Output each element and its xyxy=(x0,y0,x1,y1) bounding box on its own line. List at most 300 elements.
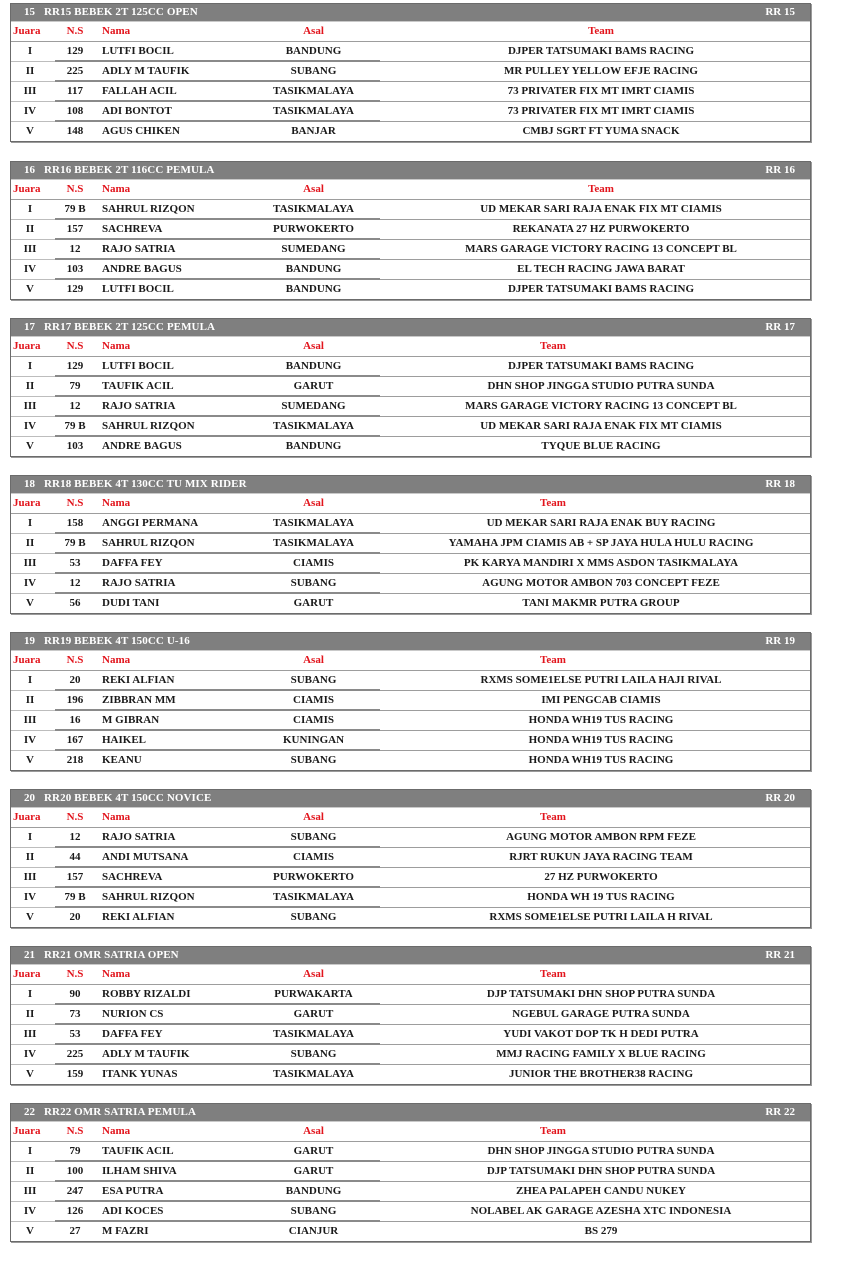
column-header-nama: Nama xyxy=(102,340,131,352)
rank-cell: V xyxy=(26,597,34,609)
origin-cell: CIAMIS xyxy=(293,714,334,726)
column-header-asal: Asal xyxy=(303,1125,324,1137)
team-cell: HONDA WH 19 TUS RACING xyxy=(527,891,675,903)
start-number-cell: 103 xyxy=(66,440,84,452)
start-number-cell: 129 xyxy=(66,283,84,295)
start-number-cell: 225 xyxy=(66,1048,84,1060)
table-row xyxy=(11,730,810,750)
category-number: 18 xyxy=(24,478,35,490)
rank-cell: II xyxy=(25,851,35,863)
table-row xyxy=(11,436,810,456)
rider-name-cell: TAUFIK ACIL xyxy=(102,380,174,392)
category-code: RR 15 xyxy=(765,6,795,18)
rider-name-cell: TAUFIK ACIL xyxy=(102,1145,174,1157)
table-row xyxy=(11,239,810,259)
column-header-juara: Juara xyxy=(13,183,41,195)
category-code: RR 21 xyxy=(765,949,795,961)
rank-cell: V xyxy=(26,754,34,766)
origin-cell: SUBANG xyxy=(290,1048,337,1060)
origin-cell: PURWAKARTA xyxy=(274,988,353,1000)
table-row xyxy=(11,1141,810,1161)
category-number: 16 xyxy=(24,164,35,176)
start-number-cell: 159 xyxy=(66,1068,84,1080)
rider-name-cell: RAJO SATRIA xyxy=(102,577,176,589)
table-row xyxy=(11,984,810,1004)
rider-name-cell: ROBBY RIZALDI xyxy=(102,988,191,1000)
category-number: 15 xyxy=(24,6,35,18)
category-title: RR15 BEBEK 2T 125CC OPEN xyxy=(44,6,198,18)
column-header-asal: Asal xyxy=(303,25,324,37)
rider-name-cell: HAIKEL xyxy=(102,734,147,746)
team-cell: 73 PRIVATER FIX MT IMRT CIAMIS xyxy=(507,85,695,97)
column-header-asal: Asal xyxy=(303,340,324,352)
team-cell: DJPER TATSUMAKI BAMS RACING xyxy=(507,45,695,57)
rank-cell: V xyxy=(26,911,34,923)
rank-cell: II xyxy=(25,65,35,77)
table-row xyxy=(11,750,810,770)
rank-cell: IV xyxy=(23,105,37,117)
team-cell: HONDA WH19 TUS RACING xyxy=(528,714,674,726)
team-cell: YUDI VAKOT DOP TK H DEDI PUTRA xyxy=(503,1028,699,1040)
start-number-cell: 103 xyxy=(66,263,84,275)
origin-cell: SUBANG xyxy=(290,577,337,589)
rider-name-cell: ADLY M TAUFIK xyxy=(102,65,190,77)
rank-cell: IV xyxy=(23,1048,37,1060)
team-cell: DJPER TATSUMAKI BAMS RACING xyxy=(507,283,695,295)
column-header-nama: Nama xyxy=(102,811,131,823)
origin-cell: GARUT xyxy=(293,1165,334,1177)
category-title: RR16 BEBEK 2T 116CC PEMULA xyxy=(44,164,215,176)
column-header-ns: N.S xyxy=(66,25,84,37)
column-header-row xyxy=(11,965,810,984)
team-cell: YAMAHA JPM CIAMIS AB + SP JAYA HULA HULU RACING xyxy=(448,537,754,549)
rider-name-cell: RAJO SATRIA xyxy=(102,400,176,412)
team-cell: DHN SHOP JINGGA STUDIO PUTRA SUNDA xyxy=(487,380,715,392)
origin-cell: TASIKMALAYA xyxy=(273,203,354,215)
rider-name-cell: RAJO SATRIA xyxy=(102,243,176,255)
category-table-20 xyxy=(10,789,811,928)
origin-cell: CIAMIS xyxy=(293,557,334,569)
origin-cell: SUBANG xyxy=(290,1205,337,1217)
rider-name-cell: DAFFA FEY xyxy=(102,557,163,569)
column-header-nama: Nama xyxy=(102,25,131,37)
category-table-16 xyxy=(10,161,811,300)
team-cell: MR PULLEY YELLOW EFJE RACING xyxy=(504,65,698,77)
start-number-cell: 53 xyxy=(69,557,81,569)
rank-cell: V xyxy=(26,1068,34,1080)
category-code: RR 22 xyxy=(765,1106,795,1118)
column-header-team: Team xyxy=(588,183,614,195)
team-cell: RJRT RUKUN JAYA RACING TEAM xyxy=(509,851,693,863)
origin-cell: SUBANG xyxy=(290,754,337,766)
category-code: RR 16 xyxy=(765,164,795,176)
team-cell: HONDA WH19 TUS RACING xyxy=(528,734,674,746)
table-row xyxy=(11,279,810,299)
category-title: RR18 BEBEK 4T 130CC TU MIX RIDER xyxy=(44,478,247,490)
start-number-cell: 129 xyxy=(66,45,84,57)
rider-name-cell: NURION CS xyxy=(102,1008,164,1020)
rank-cell: II xyxy=(25,223,35,235)
column-header-nama: Nama xyxy=(102,968,131,980)
team-cell: RXMS SOME1ELSE PUTRI LAILA H RIVAL xyxy=(489,911,713,923)
category-title: RR20 BEBEK 4T 150CC NOVICE xyxy=(44,792,212,804)
table-row xyxy=(11,907,810,927)
origin-cell: CIAMIS xyxy=(293,851,334,863)
category-header xyxy=(11,319,810,337)
rank-cell: IV xyxy=(23,891,37,903)
column-header-ns: N.S xyxy=(66,811,84,823)
column-header-ns: N.S xyxy=(66,340,84,352)
column-header-row xyxy=(11,1122,810,1141)
column-header-asal: Asal xyxy=(303,183,324,195)
rider-name-cell: DUDI TANI xyxy=(102,597,160,609)
category-table-19 xyxy=(10,632,811,771)
table-row xyxy=(11,847,810,867)
table-row xyxy=(11,867,810,887)
column-header-nama: Nama xyxy=(102,1125,131,1137)
origin-cell: BANDUNG xyxy=(285,360,342,372)
origin-cell: CIAMIS xyxy=(293,694,334,706)
start-number-cell: 56 xyxy=(69,597,81,609)
team-cell: REKANATA 27 HZ PURWOKERTO xyxy=(512,223,690,235)
rank-cell: V xyxy=(26,283,34,295)
table-row xyxy=(11,670,810,690)
rank-cell: II xyxy=(25,380,35,392)
team-cell: NGEBUL GARAGE PUTRA SUNDA xyxy=(512,1008,690,1020)
results-sheet xyxy=(10,3,811,1260)
table-row xyxy=(11,1201,810,1221)
rider-name-cell: SAHRUL RIZQON xyxy=(102,420,195,432)
rank-cell: I xyxy=(27,45,33,57)
category-header xyxy=(11,1104,810,1122)
team-cell: MARS GARAGE VICTORY RACING 13 CONCEPT BL xyxy=(465,243,737,255)
rank-cell: III xyxy=(23,871,37,883)
category-code: RR 19 xyxy=(765,635,795,647)
category-table-17 xyxy=(10,318,811,457)
rank-cell: I xyxy=(27,360,33,372)
rank-cell: II xyxy=(25,537,35,549)
rider-name-cell: SAHRUL RIZQON xyxy=(102,537,195,549)
team-cell: TANI MAKMR PUTRA GROUP xyxy=(522,597,680,609)
category-header xyxy=(11,633,810,651)
rider-name-cell: ESA PUTRA xyxy=(102,1185,164,1197)
rank-cell: I xyxy=(27,203,33,215)
rider-name-cell: LUTFI BOCIL xyxy=(102,283,174,295)
rider-name-cell: REKI ALFIAN xyxy=(102,911,175,923)
category-code: RR 17 xyxy=(765,321,795,333)
column-header-team: Team xyxy=(540,811,566,823)
rank-cell: V xyxy=(26,1225,34,1237)
origin-cell: TASIKMALAYA xyxy=(273,1068,354,1080)
table-row xyxy=(11,41,810,61)
column-header-asal: Asal xyxy=(303,811,324,823)
origin-cell: SUBANG xyxy=(290,674,337,686)
rank-cell: III xyxy=(23,1028,37,1040)
rider-name-cell: SAHRUL RIZQON xyxy=(102,891,195,903)
column-header-juara: Juara xyxy=(13,497,41,509)
rider-name-cell: ANDI MUTSANA xyxy=(102,851,189,863)
team-cell: MMJ RACING FAMILY X BLUE RACING xyxy=(496,1048,706,1060)
team-cell: IMI PENGCAB CIAMIS xyxy=(541,694,661,706)
origin-cell: PURWOKERTO xyxy=(273,223,354,235)
column-header-ns: N.S xyxy=(66,497,84,509)
start-number-cell: 12 xyxy=(69,831,81,843)
category-table-21 xyxy=(10,946,811,1085)
origin-cell: TASIKMALAYA xyxy=(273,537,354,549)
category-title: RR17 BEBEK 2T 125CC PEMULA xyxy=(44,321,216,333)
rank-cell: IV xyxy=(23,734,37,746)
column-header-team: Team xyxy=(540,1125,566,1137)
rank-cell: III xyxy=(23,1185,37,1197)
table-row xyxy=(11,513,810,533)
table-row xyxy=(11,690,810,710)
team-cell: ZHEA PALAPEH CANDU NUKEY xyxy=(515,1185,686,1197)
rank-cell: II xyxy=(25,694,35,706)
team-cell: DHN SHOP JINGGA STUDIO PUTRA SUNDA xyxy=(487,1145,715,1157)
origin-cell: KUNINGAN xyxy=(282,734,345,746)
table-row xyxy=(11,121,810,141)
rider-name-cell: ANGGI PERMANA xyxy=(102,517,199,529)
rank-cell: I xyxy=(27,517,33,529)
rider-name-cell: M GIBRAN xyxy=(102,714,160,726)
rider-name-cell: RAJO SATRIA xyxy=(102,831,176,843)
team-cell: UD MEKAR SARI RAJA ENAK FIX MT CIAMIS xyxy=(480,420,722,432)
origin-cell: BANDUNG xyxy=(285,1185,342,1197)
start-number-cell: 247 xyxy=(66,1185,84,1197)
origin-cell: GARUT xyxy=(293,1008,334,1020)
origin-cell: BANDUNG xyxy=(285,440,342,452)
rider-name-cell: ZIBBRAN MM xyxy=(102,694,176,706)
start-number-cell: 218 xyxy=(66,754,84,766)
rank-cell: III xyxy=(23,714,37,726)
team-cell: HONDA WH19 TUS RACING xyxy=(528,754,674,766)
start-number-cell: 157 xyxy=(66,871,84,883)
start-number-cell: 79 B xyxy=(64,203,86,215)
start-number-cell: 27 xyxy=(69,1225,81,1237)
rank-cell: II xyxy=(25,1008,35,1020)
team-cell: BS 279 xyxy=(584,1225,618,1237)
start-number-cell: 148 xyxy=(66,125,84,137)
rider-name-cell: DAFFA FEY xyxy=(102,1028,163,1040)
table-row xyxy=(11,1064,810,1084)
column-header-juara: Juara xyxy=(13,811,41,823)
column-header-nama: Nama xyxy=(102,654,131,666)
column-header-juara: Juara xyxy=(13,654,41,666)
team-cell: CMBJ SGRT FT YUMA SNACK xyxy=(522,125,680,137)
origin-cell: SUBANG xyxy=(290,911,337,923)
category-header xyxy=(11,476,810,494)
rider-name-cell: SACHREVA xyxy=(102,223,163,235)
start-number-cell: 129 xyxy=(66,360,84,372)
table-row xyxy=(11,396,810,416)
start-number-cell: 20 xyxy=(69,674,81,686)
column-header-ns: N.S xyxy=(66,1125,84,1137)
team-cell: PK KARYA MANDIRI X MMS ASDON TASIKMALAYA xyxy=(463,557,739,569)
team-cell: 27 HZ PURWOKERTO xyxy=(544,871,658,883)
team-cell: DJPER TATSUMAKI BAMS RACING xyxy=(507,360,695,372)
rank-cell: IV xyxy=(23,1205,37,1217)
rider-name-cell: ANDRE BAGUS xyxy=(102,440,182,452)
rider-name-cell: KEANU xyxy=(102,754,142,766)
table-row xyxy=(11,219,810,239)
origin-cell: TASIKMALAYA xyxy=(273,105,354,117)
category-number: 17 xyxy=(24,321,35,333)
table-row xyxy=(11,1044,810,1064)
table-row xyxy=(11,376,810,396)
origin-cell: SUBANG xyxy=(290,65,337,77)
table-row xyxy=(11,61,810,81)
rider-name-cell: M FAZRI xyxy=(102,1225,149,1237)
origin-cell: BANJAR xyxy=(291,125,336,137)
category-header xyxy=(11,790,810,808)
table-row xyxy=(11,1161,810,1181)
column-header-row xyxy=(11,337,810,356)
category-header xyxy=(11,947,810,965)
start-number-cell: 196 xyxy=(66,694,84,706)
team-cell: AGUNG MOTOR AMBON RPM FEZE xyxy=(506,831,696,843)
start-number-cell: 126 xyxy=(66,1205,84,1217)
rank-cell: IV xyxy=(23,263,37,275)
table-row xyxy=(11,1024,810,1044)
rank-cell: II xyxy=(25,1165,35,1177)
origin-cell: TASIKMALAYA xyxy=(273,517,354,529)
column-header-nama: Nama xyxy=(102,183,131,195)
table-row xyxy=(11,553,810,573)
rank-cell: IV xyxy=(23,420,37,432)
table-row xyxy=(11,259,810,279)
origin-cell: SUMEDANG xyxy=(281,400,346,412)
table-row xyxy=(11,887,810,907)
column-header-row xyxy=(11,494,810,513)
rank-cell: I xyxy=(27,674,33,686)
origin-cell: SUMEDANG xyxy=(281,243,346,255)
start-number-cell: 12 xyxy=(69,243,81,255)
origin-cell: BANDUNG xyxy=(285,45,342,57)
column-header-team: Team xyxy=(540,497,566,509)
team-cell: AGUNG MOTOR AMBON 703 CONCEPT FEZE xyxy=(482,577,720,589)
start-number-cell: 16 xyxy=(69,714,81,726)
rank-cell: V xyxy=(26,125,34,137)
category-number: 20 xyxy=(24,792,35,804)
category-number: 21 xyxy=(24,949,35,961)
origin-cell: GARUT xyxy=(293,1145,334,1157)
column-header-juara: Juara xyxy=(13,968,41,980)
origin-cell: GARUT xyxy=(293,380,334,392)
category-title: RR22 OMR SATRIA PEMULA xyxy=(44,1106,197,1118)
start-number-cell: 90 xyxy=(69,988,81,1000)
start-number-cell: 79 B xyxy=(64,420,86,432)
category-table-22 xyxy=(10,1103,811,1242)
team-cell: JUNIOR THE BROTHER38 RACING xyxy=(508,1068,694,1080)
column-header-juara: Juara xyxy=(13,340,41,352)
table-row xyxy=(11,199,810,219)
start-number-cell: 167 xyxy=(66,734,84,746)
origin-cell: TASIKMALAYA xyxy=(273,420,354,432)
column-header-row xyxy=(11,808,810,827)
start-number-cell: 79 xyxy=(69,380,81,392)
table-row xyxy=(11,573,810,593)
column-header-team: Team xyxy=(540,654,566,666)
table-row xyxy=(11,593,810,613)
category-number: 22 xyxy=(24,1106,35,1118)
category-header xyxy=(11,4,810,22)
origin-cell: TASIKMALAYA xyxy=(273,891,354,903)
start-number-cell: 79 B xyxy=(64,537,86,549)
rider-name-cell: ANDRE BAGUS xyxy=(102,263,182,275)
rider-name-cell: FALLAH ACIL xyxy=(102,85,177,97)
column-header-row xyxy=(11,22,810,41)
rank-cell: III xyxy=(23,243,37,255)
category-table-18 xyxy=(10,475,811,614)
team-cell: NOLABEL AK GARAGE AZESHA XTC INDONESIA xyxy=(470,1205,732,1217)
column-header-asal: Asal xyxy=(303,968,324,980)
column-header-ns: N.S xyxy=(66,968,84,980)
team-cell: TYQUE BLUE RACING xyxy=(541,440,661,452)
team-cell: UD MEKAR SARI RAJA ENAK BUY RACING xyxy=(486,517,716,529)
column-header-juara: Juara xyxy=(13,25,41,37)
rider-name-cell: LUTFI BOCIL xyxy=(102,45,174,57)
rank-cell: III xyxy=(23,400,37,412)
column-header-row xyxy=(11,180,810,199)
table-row xyxy=(11,1004,810,1024)
column-header-ns: N.S xyxy=(66,183,84,195)
origin-cell: GARUT xyxy=(293,597,334,609)
rank-cell: I xyxy=(27,831,33,843)
column-header-juara: Juara xyxy=(13,1125,41,1137)
column-header-team: Team xyxy=(540,968,566,980)
team-cell: RXMS SOME1ELSE PUTRI LAILA HAJI RIVAL xyxy=(480,674,722,686)
category-title: RR19 BEBEK 4T 150CC U-16 xyxy=(44,635,190,647)
column-header-team: Team xyxy=(588,25,614,37)
team-cell: EL TECH RACING JAWA BARAT xyxy=(517,263,685,275)
column-header-team: Team xyxy=(540,340,566,352)
table-row xyxy=(11,710,810,730)
table-row xyxy=(11,533,810,553)
column-header-ns: N.S xyxy=(66,654,84,666)
column-header-row xyxy=(11,651,810,670)
table-row xyxy=(11,827,810,847)
start-number-cell: 79 B xyxy=(64,891,86,903)
table-row xyxy=(11,1221,810,1241)
start-number-cell: 100 xyxy=(66,1165,84,1177)
category-title: RR21 OMR SATRIA OPEN xyxy=(44,949,179,961)
category-code: RR 20 xyxy=(765,792,795,804)
start-number-cell: 73 xyxy=(69,1008,81,1020)
rank-cell: I xyxy=(27,1145,33,1157)
start-number-cell: 108 xyxy=(66,105,84,117)
rank-cell: III xyxy=(23,557,37,569)
team-cell: UD MEKAR SARI RAJA ENAK FIX MT CIAMIS xyxy=(480,203,722,215)
table-row xyxy=(11,416,810,436)
category-number: 19 xyxy=(24,635,35,647)
rider-name-cell: ADI KOCES xyxy=(102,1205,164,1217)
team-cell: MARS GARAGE VICTORY RACING 13 CONCEPT BL xyxy=(465,400,737,412)
team-cell: DJP TATSUMAKI DHN SHOP PUTRA SUNDA xyxy=(486,988,716,1000)
origin-cell: PURWOKERTO xyxy=(273,871,354,883)
origin-cell: TASIKMALAYA xyxy=(273,85,354,97)
rider-name-cell: REKI ALFIAN xyxy=(102,674,175,686)
column-header-nama: Nama xyxy=(102,497,131,509)
rider-name-cell: AGUS CHIKEN xyxy=(102,125,180,137)
start-number-cell: 79 xyxy=(69,1145,81,1157)
rank-cell: IV xyxy=(23,577,37,589)
rank-cell: III xyxy=(23,85,37,97)
column-header-asal: Asal xyxy=(303,654,324,666)
table-row xyxy=(11,81,810,101)
start-number-cell: 157 xyxy=(66,223,84,235)
origin-cell: TASIKMALAYA xyxy=(273,1028,354,1040)
start-number-cell: 158 xyxy=(66,517,84,529)
